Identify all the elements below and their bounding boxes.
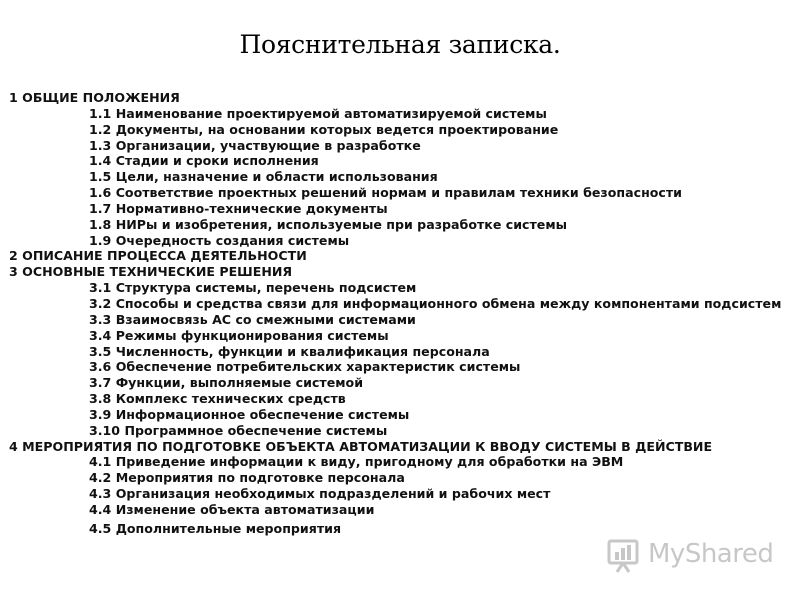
toc-item: 4.4 Изменение объекта автоматизации xyxy=(89,501,375,517)
toc-item: 3.9 Информационное обеспечение системы xyxy=(89,406,410,422)
toc-item: 4.2 Мероприятия по подготовке персонала xyxy=(89,470,405,486)
myshared-logo-icon xyxy=(606,535,646,575)
toc-item: 3.6 Обеспечение потребительских характеристик системы xyxy=(89,359,521,375)
toc-item: 3.2 Способы и средства связи для информационного обмена между компонентами подсистем xyxy=(89,295,782,311)
toc-item: 4.3 Организация необходимых подразделений и рабочих мест xyxy=(89,486,551,502)
section-heading-1: 1 ОБЩИЕ ПОЛОЖЕНИЯ xyxy=(9,90,180,105)
toc-item: 1.3 Организации, участвующие в разработке xyxy=(89,137,421,153)
toc-item: 1.6 Соответствие проектных решений нормам и правилам техники безопасности xyxy=(89,185,683,201)
table-of-contents xyxy=(9,90,794,537)
toc-item: 1.2 Документы, на основании которых ведется проектирование xyxy=(89,121,559,137)
toc-item: 3.8 Комплекс технических средств xyxy=(89,391,346,407)
toc-item: 3.7 Функции, выполняемые системой xyxy=(89,375,364,391)
page-title: Пояснительная записка. xyxy=(239,30,561,59)
toc-item: 1.4 Стадии и сроки исполнения xyxy=(89,153,319,169)
toc-item: 3.1 Структура системы, перечень подсистем xyxy=(89,280,417,296)
toc-item: 3.4 Режимы функционирования системы xyxy=(89,327,389,343)
section-heading-2: 2 ОПИСАНИЕ ПРОЦЕССА ДЕЯТЕЛЬНОСТИ xyxy=(9,248,307,264)
toc-item: 1.1 Наименование проектируемой автоматизируемой системы xyxy=(89,105,547,121)
toc-item: 1.9 Очередность создания системы xyxy=(89,232,350,248)
toc-item: 3.10 Программное обеспечение системы xyxy=(89,422,388,438)
watermark xyxy=(606,535,776,575)
toc-item: 1.8 НИРы и изобретения, используемые при разработке системы xyxy=(89,216,568,232)
toc-item: 3.5 Численность, функции и квалификация персонала xyxy=(89,343,490,359)
toc-item: 4.5 Дополнительные мероприятия xyxy=(89,520,342,536)
toc-item: 1.5 Цели, назначение и области использования xyxy=(89,169,438,185)
toc-item: 3.3 Взаимосвязь АС со смежными системами xyxy=(89,311,416,327)
watermark-text: MyShared xyxy=(648,539,774,569)
toc-item: 1.7 Нормативно-технические документы xyxy=(89,200,388,216)
section-heading-3: 3 ОСНОВНЫЕ ТЕХНИЧЕСКИЕ РЕШЕНИЯ xyxy=(9,264,293,280)
toc-item: 4.1 Приведение информации к виду, пригодному для обработки на ЭВМ xyxy=(89,454,624,470)
section-heading-4: 4 МЕРОПРИЯТИЯ ПО ПОДГОТОВКЕ ОБЪЕКТА АВТОМАТИЗАЦИИ К ВВОДУ СИСТЕМЫ В ДЕЙСТВИЕ xyxy=(9,438,713,454)
